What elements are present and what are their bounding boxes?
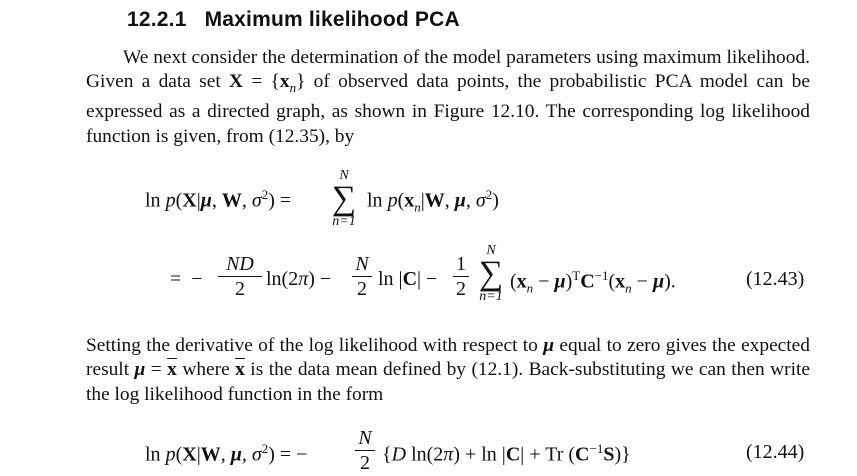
- section-number: 12.2.1: [127, 8, 187, 31]
- eq-12-43-sum2: N ∑ n=1: [478, 243, 504, 304]
- para2-line2b: where: [176, 359, 236, 381]
- section-heading: [127, 8, 460, 32]
- eq-12-43-frac-nd: ND 2: [218, 253, 262, 300]
- eq-12-43-number: (12.43): [746, 268, 805, 290]
- para1-line2a: likelihood. Given a data set: [86, 47, 810, 93]
- eq-12-43-equals: = −: [170, 268, 203, 290]
- sum-upper-limit: N: [339, 168, 349, 183]
- xbar-symbol: $\overline{x}$: [235, 359, 245, 381]
- para1-line4: corresponding log likelihood function is given, from (12.35), by: [86, 101, 810, 147]
- eq-12-44-frac: N 2: [355, 427, 375, 474]
- para1-line2b: of observed data points, the probabilistic: [305, 71, 647, 93]
- eq-12-43-rhs1: $\ln p(x_n|W$, μ, $\sigma^2$): [367, 187, 499, 215]
- eq-12-43-lhs: ln p(X|μ, W, $\sigma^2$) =: [145, 187, 292, 212]
- para2-line1a: Setting the derivative of the log likelihood with respect to: [86, 335, 544, 356]
- eq-12-43-quadratic: $(x_n - \mu)^TC^{-1}(x_n - \mu)$.: [510, 268, 676, 296]
- sum-lower-limit: n=1: [332, 214, 356, 229]
- para2-line2c: is the data mean defined by (12.1). Back-substituting: [244, 359, 666, 381]
- section-title: Maximum likelihood PCA: [204, 8, 460, 31]
- eq-12-44-lhs: ln p(X|W, μ, $\sigma^2$) = −: [145, 441, 308, 466]
- mu-equals-xbar: $\mu = \overline{x}$: [134, 359, 177, 381]
- eq-12-43-frac-half: 1 2: [453, 253, 469, 300]
- eq-12-43-sum: N ∑ n=1: [327, 168, 361, 230]
- para2-line1b: equal to zero gives the: [554, 335, 736, 356]
- mu-symbol: μ: [543, 335, 554, 356]
- para2-line2a: expected result: [86, 335, 810, 381]
- eq-12-43-ln2pi: ln(2π) −: [266, 268, 332, 290]
- paragraph-derivative: [86, 334, 810, 407]
- eq-12-43-frac-n: N 2: [352, 253, 372, 300]
- para1-line3: PCA model can be expressed as a directed graph, as shown in Figure 12.10. The: [86, 71, 810, 123]
- para1-line1: We next consider the determination of the model parameters using maximum: [123, 47, 722, 68]
- dataset-symbol: $X = \{x_n\}$: [229, 71, 306, 96]
- para2-line3: we can then write the log likelihood function in the form: [86, 359, 810, 405]
- paragraph-intro: [86, 46, 810, 149]
- eq-12-44-number: (12.44): [746, 441, 805, 463]
- eq-12-43-lnC: ln |C| −: [378, 268, 438, 290]
- eq-12-44-rhs: {D ln(2π) + ln |C| + Tr $(C^{-1}S)$}: [382, 441, 631, 466]
